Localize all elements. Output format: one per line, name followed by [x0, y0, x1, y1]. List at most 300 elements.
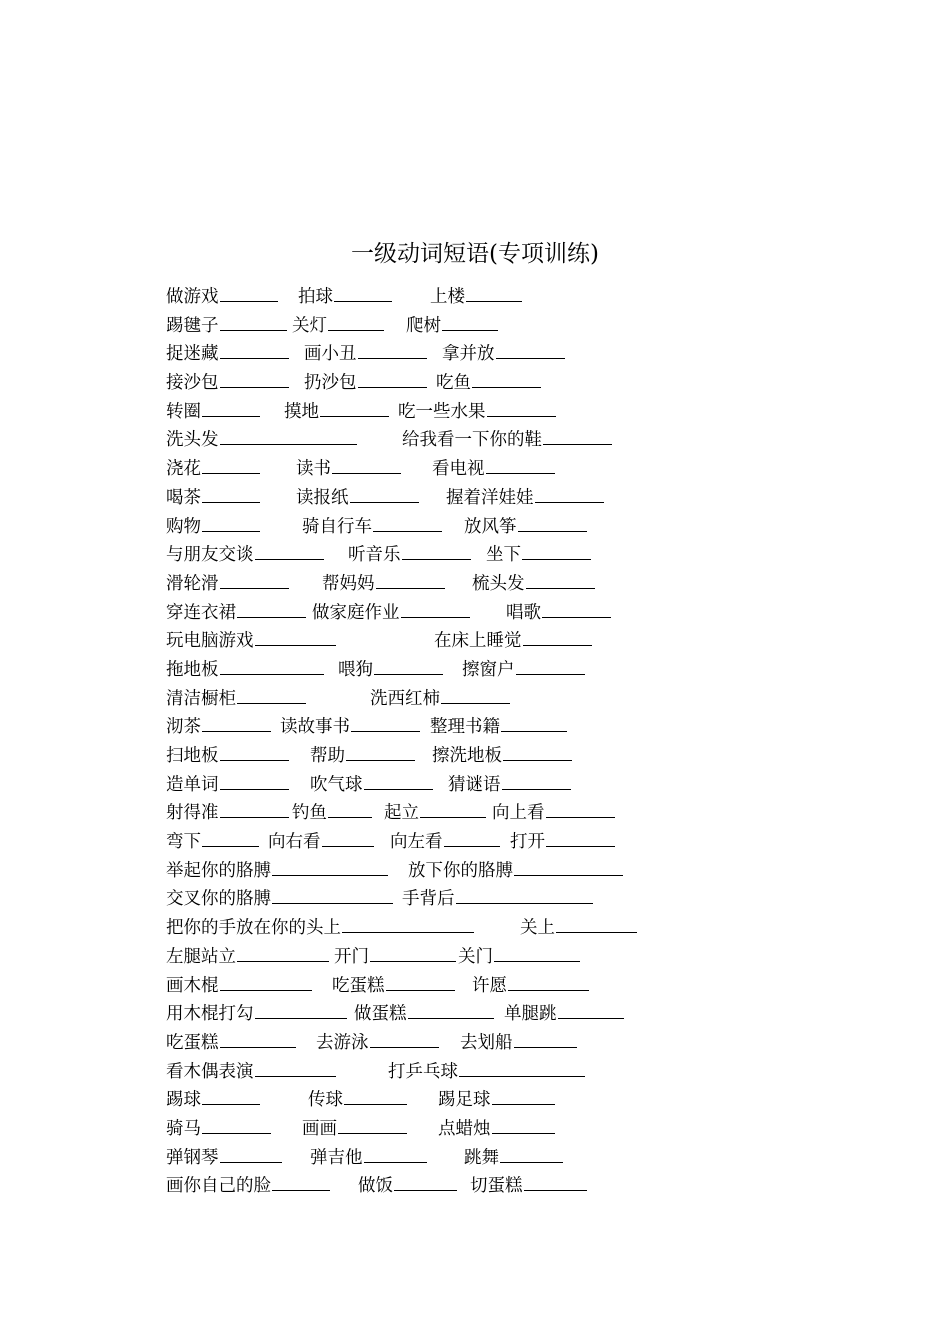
phrase-label: 跳舞	[464, 1147, 499, 1168]
phrase-item	[166, 943, 329, 972]
phrase-label: 读报纸	[296, 487, 349, 508]
phrase-item	[166, 685, 306, 714]
answer-blank[interactable]	[220, 283, 278, 302]
answer-blank[interactable]	[358, 340, 427, 359]
answer-blank[interactable]	[535, 484, 604, 503]
phrase-row	[166, 369, 866, 398]
phrase-label: 吃蛋糕	[166, 1032, 219, 1053]
phrase-item	[166, 857, 388, 886]
answer-blank[interactable]	[255, 627, 336, 646]
phrase-row	[166, 513, 866, 542]
answer-blank[interactable]	[543, 426, 612, 445]
answer-blank[interactable]	[220, 340, 289, 359]
answer-blank[interactable]	[542, 599, 611, 618]
answer-blank[interactable]	[338, 1115, 407, 1134]
phrase-item	[520, 914, 637, 943]
answer-blank[interactable]	[202, 513, 260, 532]
phrase-row	[166, 828, 866, 857]
phrase-label: 切蛋糕	[470, 1176, 523, 1197]
phrase-item	[460, 1029, 577, 1058]
answer-blank[interactable]	[202, 398, 260, 417]
phrase-label: 在床上睡觉	[434, 631, 522, 652]
answer-blank[interactable]	[328, 312, 384, 331]
answer-blank[interactable]	[516, 656, 585, 675]
phrase-item	[388, 1058, 585, 1087]
answer-blank[interactable]	[220, 570, 289, 589]
phrase-item	[166, 283, 278, 312]
phrase-label: 读故事书	[280, 717, 350, 738]
answer-blank[interactable]	[501, 713, 567, 732]
phrase-label: 去游泳	[316, 1032, 369, 1053]
phrase-item	[354, 1000, 494, 1029]
phrase-row	[166, 455, 866, 484]
answer-blank[interactable]	[441, 685, 510, 704]
phrase-label: 读书	[296, 459, 331, 480]
answer-blank[interactable]	[272, 857, 388, 876]
answer-blank[interactable]	[351, 713, 420, 732]
phrase-row	[166, 283, 866, 312]
answer-blank[interactable]	[522, 541, 591, 560]
phrase-label: 整理书籍	[430, 717, 500, 738]
phrase-row	[166, 426, 866, 455]
phrase-row	[166, 1172, 866, 1201]
phrase-row	[166, 857, 866, 886]
phrase-label: 骑马	[166, 1118, 201, 1139]
phrase-row	[166, 972, 866, 1001]
phrase-item	[358, 1172, 457, 1201]
phrase-item	[166, 1000, 347, 1029]
phrase-row	[166, 799, 866, 828]
phrase-label: 举起你的胳膊	[166, 860, 271, 881]
phrase-label: 单腿跳	[504, 1004, 557, 1025]
phrase-label: 用木棍打勾	[166, 1004, 254, 1025]
phrase-item	[348, 541, 471, 570]
phrase-label: 清洁橱柜	[166, 688, 236, 709]
phrase-label: 踢毽子	[166, 315, 219, 336]
answer-blank[interactable]	[374, 656, 443, 675]
phrase-item	[284, 398, 389, 427]
phrase-row	[166, 398, 866, 427]
phrase-label: 玩电脑游戏	[166, 631, 254, 652]
phrase-label: 转圈	[166, 401, 201, 422]
answer-blank[interactable]	[524, 1172, 587, 1191]
phrase-label: 踢球	[166, 1090, 201, 1111]
phrase-item	[166, 799, 289, 828]
phrase-label: 拿并放	[442, 344, 495, 365]
answer-blank[interactable]	[344, 1086, 407, 1105]
phrase-label: 做游戏	[166, 287, 219, 307]
phrase-label: 画你自己的脸	[166, 1176, 271, 1197]
phrase-item	[166, 455, 260, 484]
phrase-label: 擦洗地板	[432, 746, 502, 766]
phrase-item	[166, 484, 260, 513]
phrase-item	[434, 627, 592, 656]
phrase-label: 扔沙包	[304, 373, 357, 394]
phrase-item	[166, 972, 312, 1001]
phrase-item	[302, 513, 442, 542]
phrase-item	[492, 799, 615, 828]
answer-blank[interactable]	[486, 455, 555, 474]
answer-blank[interactable]	[556, 914, 637, 933]
phrase-label: 浇花	[166, 459, 201, 480]
phrase-label: 弯下	[166, 832, 201, 853]
phrase-label: 梳头发	[472, 573, 525, 594]
phrase-row	[166, 570, 866, 599]
phrase-row	[166, 1000, 866, 1029]
phrase-item	[166, 426, 357, 455]
phrase-item	[436, 369, 541, 398]
answer-blank[interactable]	[202, 1115, 271, 1134]
answer-blank[interactable]	[255, 1058, 336, 1077]
answer-blank[interactable]	[220, 656, 324, 675]
phrase-label: 听音乐	[348, 545, 401, 566]
phrase-label: 扫地板	[166, 746, 219, 766]
answer-blank[interactable]	[518, 513, 587, 532]
phrase-item	[166, 914, 474, 943]
phrase-label: 喝茶	[166, 487, 201, 508]
answer-blank[interactable]	[220, 1144, 282, 1163]
answer-blank[interactable]	[364, 771, 433, 790]
phrase-item	[166, 340, 289, 369]
phrase-item	[166, 1144, 282, 1173]
answer-blank[interactable]	[492, 1086, 555, 1105]
phrase-label: 踢足球	[438, 1090, 491, 1111]
phrase-label: 关灯	[292, 315, 327, 336]
phrase-label: 捉迷藏	[166, 344, 219, 365]
answer-blank[interactable]	[350, 484, 419, 503]
phrase-row	[166, 340, 866, 369]
answer-blank[interactable]	[334, 283, 392, 302]
phrase-item	[166, 398, 260, 427]
phrase-item	[370, 685, 510, 714]
phrase-item	[398, 398, 556, 427]
phrase-row	[166, 656, 866, 685]
phrase-label: 看木偶表演	[166, 1061, 254, 1082]
phrase-item	[166, 742, 289, 771]
phrase-item	[166, 1086, 260, 1115]
phrase-item	[332, 972, 455, 1001]
phrase-item	[166, 885, 393, 914]
phrase-label: 穿连衣裙	[166, 602, 236, 623]
phrase-label: 爬树	[406, 315, 441, 336]
phrase-item	[406, 312, 498, 341]
answer-blank[interactable]	[320, 398, 389, 417]
phrase-label: 左腿站立	[166, 946, 236, 967]
phrase-label: 吃鱼	[436, 373, 471, 394]
phrase-label: 购物	[166, 516, 201, 537]
phrase-item	[166, 513, 260, 542]
phrase-item	[432, 742, 572, 771]
answer-blank[interactable]	[370, 1029, 439, 1048]
phrase-row	[166, 885, 866, 914]
phrase-row	[166, 1058, 866, 1087]
phrase-row	[166, 1029, 866, 1058]
phrase-item	[464, 513, 587, 542]
answer-blank[interactable]	[342, 914, 474, 933]
answer-blank[interactable]	[220, 742, 289, 761]
phrase-label: 放下你的胳膊	[408, 860, 513, 881]
answer-blank[interactable]	[394, 1172, 457, 1191]
answer-blank[interactable]	[202, 828, 259, 847]
answer-blank[interactable]	[237, 685, 306, 704]
phrase-row	[166, 685, 866, 714]
answer-blank[interactable]	[508, 972, 589, 991]
answer-blank[interactable]	[376, 570, 445, 589]
answer-blank[interactable]	[514, 1029, 577, 1048]
phrase-label: 传球	[308, 1090, 343, 1111]
phrase-item	[472, 972, 589, 1001]
answer-blank[interactable]	[220, 369, 289, 388]
phrase-label: 喂狗	[338, 659, 373, 680]
phrase-label: 滑轮滑	[166, 573, 219, 594]
phrase-label: 画画	[302, 1118, 337, 1139]
answer-blank[interactable]	[346, 742, 415, 761]
phrase-row	[166, 541, 866, 570]
answer-blank[interactable]	[272, 1172, 330, 1191]
phrase-label: 关上	[520, 918, 555, 939]
phrase-item	[462, 656, 585, 685]
phrase-label: 帮助	[310, 746, 345, 766]
phrase-label: 拍球	[298, 287, 333, 307]
phrase-label: 点蜡烛	[438, 1118, 491, 1139]
phrase-label: 洗西红柿	[370, 688, 440, 709]
phrase-item	[296, 484, 419, 513]
phrase-item	[166, 1058, 336, 1087]
phrase-item	[166, 828, 259, 857]
answer-blank[interactable]	[358, 369, 427, 388]
phrase-label: 把你的手放在你的头上	[166, 918, 341, 939]
phrase-item	[458, 943, 580, 972]
answer-blank[interactable]	[332, 455, 401, 474]
phrase-label: 弹钢琴	[166, 1147, 219, 1168]
phrase-label: 去划船	[460, 1032, 513, 1053]
phrase-label: 看电视	[432, 459, 485, 480]
phrase-label: 放风筝	[464, 516, 517, 537]
phrase-item	[166, 312, 287, 341]
phrase-row	[166, 943, 866, 972]
phrase-row	[166, 599, 866, 628]
phrase-item	[166, 1029, 296, 1058]
answer-blank[interactable]	[420, 799, 486, 818]
answer-blank[interactable]	[373, 513, 442, 532]
phrase-label: 给我看一下你的鞋	[402, 430, 542, 451]
phrase-label: 射得准	[166, 803, 219, 824]
phrase-item	[442, 340, 565, 369]
phrase-label: 坐下	[486, 545, 521, 566]
phrase-item	[316, 1029, 439, 1058]
phrase-label: 帮妈妈	[322, 573, 375, 594]
phrase-item	[166, 627, 336, 656]
answer-blank[interactable]	[202, 455, 260, 474]
phrase-item	[280, 713, 420, 742]
phrase-label: 起立	[384, 803, 419, 824]
phrase-item	[486, 541, 591, 570]
answer-blank[interactable]	[487, 398, 556, 417]
phrase-label: 向上看	[492, 803, 545, 824]
phrase-item	[304, 340, 427, 369]
answer-blank[interactable]	[255, 1000, 347, 1019]
phrase-label: 骑自行车	[302, 516, 372, 537]
answer-blank[interactable]	[526, 570, 595, 589]
answer-blank[interactable]	[402, 541, 471, 560]
phrase-item	[402, 885, 593, 914]
phrase-label: 接沙包	[166, 373, 219, 394]
phrase-row	[166, 484, 866, 513]
answer-blank[interactable]	[220, 426, 357, 445]
phrase-row	[166, 914, 866, 943]
phrase-label: 交叉你的胳膊	[166, 889, 271, 910]
answer-blank[interactable]	[444, 828, 500, 847]
answer-blank[interactable]	[386, 972, 455, 991]
phrase-item	[304, 369, 427, 398]
phrase-label: 打开	[510, 832, 545, 853]
answer-blank[interactable]	[442, 312, 498, 331]
phrase-item	[166, 541, 324, 570]
phrase-row	[166, 312, 866, 341]
phrase-row	[166, 1144, 866, 1173]
phrase-item	[296, 455, 401, 484]
phrase-label: 唱歌	[506, 602, 541, 623]
phrase-row	[166, 1115, 866, 1144]
phrase-label: 打乒乓球	[388, 1061, 458, 1082]
answer-blank[interactable]	[220, 799, 289, 818]
phrase-row	[166, 742, 866, 771]
phrase-item	[310, 771, 433, 800]
phrase-item	[292, 312, 384, 341]
phrase-label: 做家庭作业	[312, 602, 400, 623]
answer-blank[interactable]	[492, 1115, 555, 1134]
phrase-item	[470, 1172, 587, 1201]
phrase-item	[310, 1144, 427, 1173]
phrase-item	[432, 455, 555, 484]
answer-blank[interactable]	[364, 1144, 427, 1163]
phrase-item	[504, 1000, 624, 1029]
phrase-label: 造单词	[166, 774, 219, 795]
phrase-item	[268, 828, 374, 857]
phrase-list	[166, 283, 866, 1201]
phrase-row	[166, 713, 866, 742]
answer-blank[interactable]	[408, 1000, 494, 1019]
phrase-label: 摸地	[284, 401, 319, 422]
phrase-label: 向左看	[390, 832, 443, 853]
answer-blank[interactable]	[370, 943, 456, 962]
phrase-item	[402, 426, 612, 455]
phrase-label: 擦窗户	[462, 659, 515, 680]
phrase-item	[430, 283, 522, 312]
phrase-label: 手背后	[402, 889, 455, 910]
answer-blank[interactable]	[496, 340, 565, 359]
answer-blank[interactable]	[502, 771, 571, 790]
phrase-label: 洗头发	[166, 430, 219, 451]
phrase-item	[430, 713, 567, 742]
answer-blank[interactable]	[328, 799, 372, 818]
phrase-item	[166, 713, 271, 742]
phrase-label: 弹吉他	[310, 1147, 363, 1168]
phrase-row	[166, 1086, 866, 1115]
answer-blank[interactable]	[220, 972, 312, 991]
answer-blank[interactable]	[494, 943, 580, 962]
answer-blank[interactable]	[220, 312, 287, 331]
phrase-item	[338, 656, 443, 685]
phrase-item	[438, 1115, 555, 1144]
answer-blank[interactable]	[459, 1058, 585, 1077]
phrase-item	[510, 828, 615, 857]
phrase-label: 许愿	[472, 975, 507, 996]
worksheet-title: 一级动词短语(专项训练)	[351, 241, 599, 267]
phrase-item	[408, 857, 623, 886]
phrase-item	[310, 742, 415, 771]
answer-blank[interactable]	[220, 1029, 296, 1048]
phrase-label: 上楼	[430, 287, 465, 307]
phrase-item	[166, 1172, 330, 1201]
phrase-label: 开门	[334, 946, 369, 967]
phrase-item	[384, 799, 486, 828]
answer-blank[interactable]	[546, 828, 615, 847]
phrase-item	[166, 656, 324, 685]
phrase-label: 猜谜语	[448, 774, 501, 795]
phrase-item	[166, 1115, 271, 1144]
phrase-label: 拖地板	[166, 659, 219, 680]
phrase-item	[446, 484, 604, 513]
answer-blank[interactable]	[558, 1000, 624, 1019]
answer-blank[interactable]	[523, 627, 592, 646]
answer-blank[interactable]	[202, 484, 260, 503]
answer-blank[interactable]	[322, 828, 374, 847]
phrase-label: 与朋友交谈	[166, 545, 254, 566]
answer-blank[interactable]	[255, 541, 324, 560]
answer-blank[interactable]	[503, 742, 572, 761]
answer-blank[interactable]	[546, 799, 615, 818]
phrase-label: 吃蛋糕	[332, 975, 385, 996]
phrase-item	[308, 1086, 407, 1115]
answer-blank[interactable]	[500, 1144, 563, 1163]
phrase-item	[312, 599, 470, 628]
phrase-item	[322, 570, 445, 599]
phrase-item	[166, 599, 306, 628]
answer-blank[interactable]	[220, 771, 289, 790]
phrase-row	[166, 627, 866, 656]
phrase-item	[438, 1086, 555, 1115]
phrase-item	[506, 599, 611, 628]
answer-blank[interactable]	[466, 283, 522, 302]
phrase-item	[298, 283, 392, 312]
phrase-label: 做饭	[358, 1176, 393, 1197]
phrase-label: 握着洋娃娃	[446, 487, 534, 508]
phrase-label: 关门	[458, 946, 493, 967]
phrase-label: 钓鱼	[292, 803, 327, 824]
phrase-item	[390, 828, 500, 857]
answer-blank[interactable]	[272, 885, 393, 904]
answer-blank[interactable]	[202, 1086, 260, 1105]
answer-blank[interactable]	[202, 713, 271, 732]
phrase-item	[302, 1115, 407, 1144]
phrase-label: 吃一些水果	[398, 401, 486, 422]
phrase-item	[464, 1144, 563, 1173]
answer-blank[interactable]	[237, 599, 306, 618]
phrase-label: 做蛋糕	[354, 1004, 407, 1025]
phrase-item	[472, 570, 595, 599]
phrase-label: 吹气球	[310, 774, 363, 795]
answer-blank[interactable]	[514, 857, 623, 876]
answer-blank[interactable]	[472, 369, 541, 388]
phrase-item	[166, 570, 289, 599]
answer-blank[interactable]	[237, 943, 329, 962]
answer-blank[interactable]	[401, 599, 470, 618]
phrase-label: 沏茶	[166, 717, 201, 738]
phrase-item	[166, 369, 289, 398]
phrase-item	[292, 799, 372, 828]
answer-blank[interactable]	[456, 885, 593, 904]
